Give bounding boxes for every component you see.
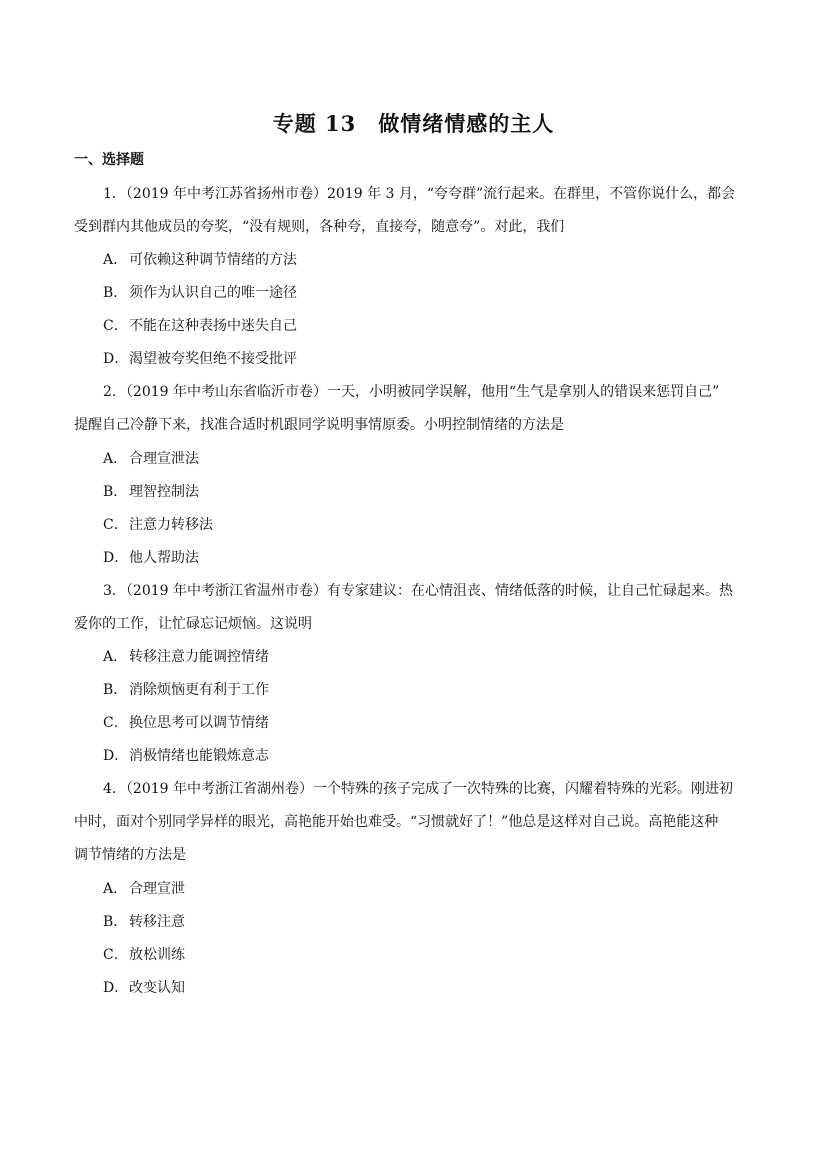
option-text: 改变认知 [129, 980, 185, 996]
question-4-line-1: 4．（2019 年中考浙江省湖州卷）一个特殊的孩子完成了一次特殊的比赛，闪耀着特殊的光彩。刚进初 [103, 781, 733, 797]
question-1-line-2: 受到群内其他成员的夸奖，“没有规则，各种夸，直接夸，随意夸”。对此，我们 [74, 219, 565, 235]
question-2-option-d [103, 547, 199, 567]
question-3-option-d [103, 745, 269, 765]
option-letter: D． [103, 748, 129, 764]
question-2-line-2: 提醒自己冷静下来，找准合适时机跟同学说明事情原委。小明控制情绪的方法是 [74, 417, 564, 433]
option-text: 消极情绪也能锻炼意志 [129, 748, 269, 764]
option-letter: B． [103, 484, 128, 500]
question-2-option-c [103, 514, 213, 534]
option-letter: D． [103, 980, 129, 996]
option-text: 转移注意 [129, 914, 185, 930]
question-1-option-a [103, 249, 297, 269]
question-1-option-b [103, 282, 297, 302]
option-letter: C． [103, 715, 128, 731]
page-title: 专题 13 做情绪情感的主人 [272, 111, 555, 136]
option-letter: B． [103, 285, 128, 301]
question-1-option-d [103, 348, 297, 368]
option-text: 转移注意力能调控情绪 [129, 649, 269, 665]
option-letter: A． [103, 451, 128, 467]
question-4-option-d [103, 977, 185, 997]
option-letter: C． [103, 947, 128, 963]
option-text: 合理宣泄法 [129, 451, 199, 467]
question-3-line-1: 3．（2019 年中考浙江省温州市卷）有专家建议：在心情沮丧、情绪低落的时候，让自己忙碌起来。热 [103, 583, 733, 599]
question-1-option-c [103, 315, 297, 335]
question-2-option-b [103, 481, 199, 501]
option-text: 注意力转移法 [129, 517, 213, 533]
question-3-option-b [103, 679, 269, 699]
option-letter: C． [103, 318, 128, 334]
option-letter: B． [103, 914, 128, 930]
question-2-line-1: 2．（2019 年中考山东省临沂市卷）一天，小明被同学误解，他用“生气是拿别人的错误来惩罚自己” [103, 384, 720, 400]
option-letter: A． [103, 881, 128, 897]
option-letter: D． [103, 550, 129, 566]
option-letter: A． [103, 649, 128, 665]
question-4-option-b [103, 911, 185, 931]
option-text: 合理宣泄 [129, 881, 185, 897]
option-text: 他人帮助法 [129, 550, 199, 566]
question-4-line-2: 中时，面对个别同学异样的眼光，高艳能开始也难受。“习惯就好了！”他总是这样对自己说。高艳能这种 [74, 814, 719, 830]
question-2-option-a [103, 448, 199, 468]
option-text: 放松训练 [129, 947, 185, 963]
question-4-option-a [103, 878, 185, 898]
question-1-line-1: 1．（2019 年中考江苏省扬州市卷）2019 年 3 月，“夸夸群”流行起来。在群里，不管你说什么，都会 [103, 186, 736, 202]
option-text: 须作为认识自己的唯一途径 [129, 285, 297, 301]
option-letter: B． [103, 682, 128, 698]
option-letter: C． [103, 517, 128, 533]
option-letter: D． [103, 351, 129, 367]
option-text: 消除烦恼更有利于工作 [129, 682, 269, 698]
question-3-option-a [103, 646, 269, 666]
option-letter: A． [103, 252, 128, 268]
option-text: 不能在这种表扬中迷失自己 [129, 318, 297, 334]
question-4-line-3: 调节情绪的方法是 [74, 847, 186, 863]
question-4-option-c [103, 944, 185, 964]
option-text: 换位思考可以调节情绪 [129, 715, 269, 731]
question-3-option-c [103, 712, 269, 732]
option-text: 渴望被夸奖但绝不接受批评 [129, 351, 297, 367]
question-3-line-2: 爱你的工作，让忙碌忘记烦恼。这说明 [74, 616, 312, 632]
option-text: 理智控制法 [129, 484, 199, 500]
option-text: 可依赖这种调节情绪的方法 [129, 252, 297, 268]
section-heading: 一、选择题 [74, 152, 144, 168]
